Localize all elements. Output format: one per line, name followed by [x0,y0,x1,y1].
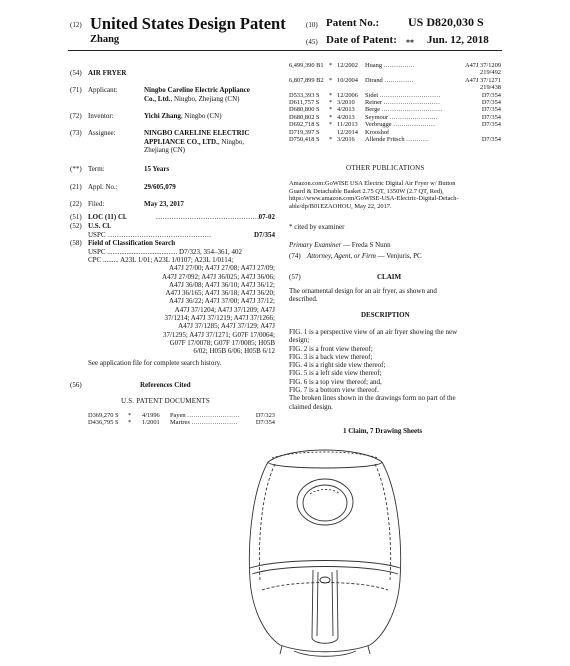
assignee-location: , Ningbo, [217,137,245,146]
claim-line: described. [289,295,318,304]
ref-name: Allende Fritsch [365,136,405,144]
ref-star: * [128,412,132,419]
table-row [289,129,501,136]
ref-number: D369,270 S [88,412,119,419]
cpc-line: A47J 36/165; A47J 36/18; A47J 36/20; [165,289,275,298]
assignee-name: NINGBO CARELINE ELECTRIC [144,129,250,137]
field-label: Assignee: [88,129,116,137]
field-code: (52) [70,222,82,230]
cpc-line: A47J 37/1204; A47J 37/1209; A47J [174,305,275,314]
field-label: Term: [88,165,105,173]
uspc-field: USPC .............................................. D7/354 [88,230,275,239]
ref-name: Dirand [365,76,383,84]
cpc-line: A47J 37/1285; A47J 37/129; A47J [178,322,275,331]
references-title: References Cited [140,381,191,389]
publication-line: Guard & Detachable Basket 2.75 QT, 1350W (2.7 QT, Red), [289,187,444,195]
field-code: (56) [70,381,82,389]
inventor-field [70,112,222,120]
ref-name: Krooshof [365,128,390,136]
table-row: D692,718 S * 11/2013 Verbrugge .................... D7/354 [289,121,501,129]
handle-button [320,577,330,583]
applicant-field-cont [144,95,239,103]
field-label: LOC (11) Cl. [88,213,127,221]
body-left-edge [249,462,268,580]
cpc-list [88,256,275,356]
description-line: claimed design. [289,402,333,411]
ref-name: Berge [365,106,381,114]
assignee-location-cont: Zhejiang (CN) [144,146,186,154]
date-code: (45) [306,38,318,46]
claim-title: CLAIM [377,273,402,281]
handle-inner [317,572,333,636]
assignee-field-cont2 [144,146,185,154]
ref-class: D7/354 [481,136,501,144]
cpc-line: A47J 27/00; A47J 27/08; A47J 27/09; [169,264,275,273]
header-rule [68,50,502,51]
ref-class: D7/354 [481,113,501,121]
table-row: D680,802 S * 4/2013 Seymour ....................... D7/354 [289,113,501,121]
ref-name: Martres [170,419,190,427]
cpc-line: A47J 36/08; A47J 36/10; A47J 36/12; [169,280,275,289]
basket-right [370,580,400,645]
ref-number: D533,393 S [289,91,320,99]
ref-name: Payen [170,412,186,419]
description-line: FIG. 5 is a left side view thereof; [289,369,382,378]
table-row: 6,499,390 B1 * 12/2002 Huang ............... A47J 37/1209 [289,62,501,69]
claim-line: The ornamental design for an air fryer, as shown and [289,287,437,295]
ref-star: * [329,106,333,114]
inventor-location: , Ningbo (CN) [180,112,222,120]
ref-star: * [329,62,333,69]
patent-type-title: United States Design Patent [90,14,286,33]
ref-date: 12/2014 [337,128,358,136]
loc-field: (51) LOC (11) Cl. .............................................. 07-02 [70,213,275,221]
basket-seam-inner [252,567,398,575]
basket-inner-line [262,583,388,591]
ref-class-secondary: 219/438 [480,84,501,92]
ref-date: 12/2002 [337,62,358,69]
cpc-line: 6/02; H05B 6/06; H05B 6/12 [193,347,275,356]
assignee-name-cont: APPLIANCE CO., LTD. [144,137,218,146]
assignee-field-cont [144,138,244,146]
ref-number: D436,795 S [88,419,119,427]
title-field [70,69,126,77]
basket-handle [312,570,338,643]
search-uspc: USPC ........................................ D7/323, 354–361, 402 [88,247,243,256]
ref-name: Verbrugge [365,121,392,129]
filed-value: May 23, 2017 [144,200,184,208]
term-value: 15 Years [144,165,170,173]
applicant-field [70,86,250,94]
table-row: D750,418 S * 3/2016 Allende Fritsch ........... D7/354 [289,136,501,144]
table-row: D533,393 S * 12/2006 Sidet ............................. D7/354 [289,91,501,99]
ref-date: 11/2013 [337,121,358,129]
inventor-name: Yichi Zhang [144,112,181,120]
ref-date: 3/2016 [337,136,355,144]
ref-star: * [329,121,333,129]
field-code: (51) [70,213,82,221]
ref-date: 4/2013 [337,113,355,121]
ref-class: D7/323 [255,412,275,419]
attorney [289,252,422,260]
ref-name: Reiner [365,99,383,107]
description-line: FIG. 2 is a front view thereof; [289,344,373,353]
assignee-field [70,129,249,137]
inventor-surname: Zhang [90,34,120,45]
ref-class: A47J 37/1209 [464,62,501,69]
basket-left [250,580,280,645]
publication-line: able/dp/B01EZAOHOU, May 22, 2017. [289,202,392,210]
ref-class [458,129,501,136]
patent-number: US D820,030 S [408,15,484,29]
description-line: FIG. 4 is a right side view thereof; [289,361,386,370]
ref-number: 6,499,390 B1 [289,62,324,69]
other-publications [289,180,501,210]
claims-sheets-summary: 1 Claim, 7 Drawing Sheets [343,427,423,435]
field-label: Inventor: [88,112,114,120]
field-code: (54) [70,69,82,77]
ref-date: 4/2013 [337,106,355,114]
publication-line: https://www.amazon.com/GoWISE-USA-Electric-Digital-Detach- [289,195,459,203]
examiner-label: Primary Examiner [289,241,342,249]
ref-star: * [329,99,333,107]
uspc-value: D7/354 [254,230,275,239]
us-patent-docs-title: U.S. PATENT DOCUMENTS [121,397,210,405]
description-line: design; [289,336,310,345]
control-dial [303,485,347,521]
appl-no-value: 29/605,079 [144,183,176,191]
field-label: USPC [88,230,106,239]
description-line: FIG. 6 is a top view thereof; and, [289,377,382,386]
ref-class: D7/354 [255,419,275,427]
description-title: DESCRIPTION [361,311,410,319]
left-references-table [88,412,275,427]
ref-class: D7/354 [481,106,501,114]
table-row [289,84,501,91]
table-row: D611,757 S * 3/2010 Reiner ........................... D7/354 [289,99,501,107]
date-label: Date of Patent: [326,34,397,46]
us-cl-field [70,222,111,230]
patent-date: Jun. 12, 2018 [427,34,489,46]
see-application: See application file for complete search history. [88,359,222,367]
attorney-label: Attorney, Agent, or Firm [307,252,376,260]
field-label: Filed: [88,200,105,208]
cpc-line: G07F 17/0078; G07F 17/0085; H05B [169,338,275,347]
ref-star: * [329,113,333,121]
filed-field [70,200,184,208]
ref-star: * [128,419,132,427]
applicant-name-cont: Co., Ltd. [144,94,171,103]
basket-bottom [280,645,370,652]
ref-name: Seymour [365,113,389,121]
description-line: FIG. 1 is a perspective view of an air fryer showing the new [289,328,458,336]
field-code: (58) [70,239,82,247]
description-line: The broken lines shown in the drawings form no part of the [289,394,456,403]
cpc-line: 37/1214; A47J 37/1219; A47J 37/1266; [164,314,275,323]
cpc-line: CPC ......... A23L 1/01; A23L 1/0107; A23L 1/0114; [88,256,234,264]
table-row: D369,270 S * 4/1996 Payen ......................... D7/323 [88,412,275,419]
examiner-name: — Freda S Nunn [341,241,391,249]
ref-date: 10/2004 [337,76,358,84]
cpc-line: 37/1295; A47J 37/1271; G07F 17/0064; [162,330,275,339]
air-fryer-drawing [210,440,440,662]
table-row: 6,807,899 B2 * 10/2004 Dirand .............. A47J 37/1271 [289,76,501,84]
field-code: (**) [70,165,82,173]
ref-date: 12/2006 [337,91,358,99]
lid-rim [268,462,382,468]
date-mark: ** [406,38,414,47]
term-field [70,165,169,173]
description-line: FIG. 7 is a bottom view thereof. [289,386,379,395]
table-row: D436,795 S * 1/2001 Martres ...................... D7/354 [88,419,275,427]
publication-line: Amazon.com:GoWISE USA Electric Digital Air Fryer w/ Button [289,180,456,187]
doc-kind-code: (12) [70,21,82,29]
cpc-line: A47J 36/22; A47J 37/00; A47J 37/12; [169,297,275,306]
field-label: Field of Classification Search [88,239,176,247]
ref-number: D692,718 S [289,121,320,129]
description-line: FIG. 3 is a back view thereof; [289,352,373,361]
ref-date: 1/2001 [142,419,160,427]
ref-date: 3/2010 [337,99,355,107]
applicant-location: , Ningbo, Zhejiang (CN) [170,94,240,103]
ref-number: D719,397 S [289,128,320,136]
ref-name: Huang [365,62,383,69]
ref-star [329,129,337,136]
table-row [289,69,501,76]
ref-number: D750,418 S [289,136,320,144]
body-right-inner [375,464,391,580]
ref-date: 4/1996 [142,412,160,419]
cpc-line: A47J 27/092; A47J 36/025; A47J 36/06; [162,272,275,281]
primary-examiner [289,241,391,249]
references-field [70,381,88,389]
applicant-name: Ningbo Careline Electric Appliance [144,86,250,94]
field-label: Applicant: [88,86,118,94]
feet [280,646,370,654]
ref-number: D680,800 S [289,106,320,114]
body-right-edge [382,462,401,580]
ref-star: * [329,136,333,144]
claim-text [289,287,501,304]
table-row: D680,800 S * 4/2013 Berge ............................. D7/354 [289,106,501,114]
ref-star: * [329,76,333,84]
field-code: (21) [70,183,82,191]
cited-by-examiner: * cited by examiner [289,223,345,231]
right-references-table [289,62,501,143]
field-code: (73) [70,129,82,137]
field-code: (72) [70,112,82,120]
ref-star: * [329,91,333,99]
attorney-name: — Venjuris, PC [375,252,422,260]
claim-code: (57) [289,273,301,281]
body-left-inner [259,464,275,580]
patent-no-label: Patent No.: [326,17,380,29]
ref-class: D7/354 [481,99,501,107]
control-panel-ring [297,479,353,525]
ref-class: A47J 37/1271 [464,76,501,84]
field-code: (74) [289,252,301,260]
ref-class-secondary: 219/492 [480,69,501,77]
patent-no-code: (10) [306,21,318,29]
design-title: AIR FRYER [88,69,127,77]
ref-number: D680,802 S [289,113,320,121]
description-text [289,328,501,411]
lid-inner-line [272,452,378,458]
ref-name: Sidet [365,91,379,99]
ref-number: 6,807,899 B2 [289,76,324,84]
ref-class: D7/354 [481,121,501,129]
ref-class: D7/354 [481,91,501,99]
other-publications-title: OTHER PUBLICATIONS [346,164,425,172]
loc-value: 07-02 [258,213,275,221]
field-label: Appl. No.: [88,183,118,191]
field-code: (71) [70,86,82,94]
dial-highlight [310,490,340,495]
ref-number: D611,757 S [289,99,320,107]
search-field [70,239,175,247]
field-code: (22) [70,200,82,208]
field-label: U.S. Cl. [88,222,111,230]
appl-no-field [70,183,176,191]
